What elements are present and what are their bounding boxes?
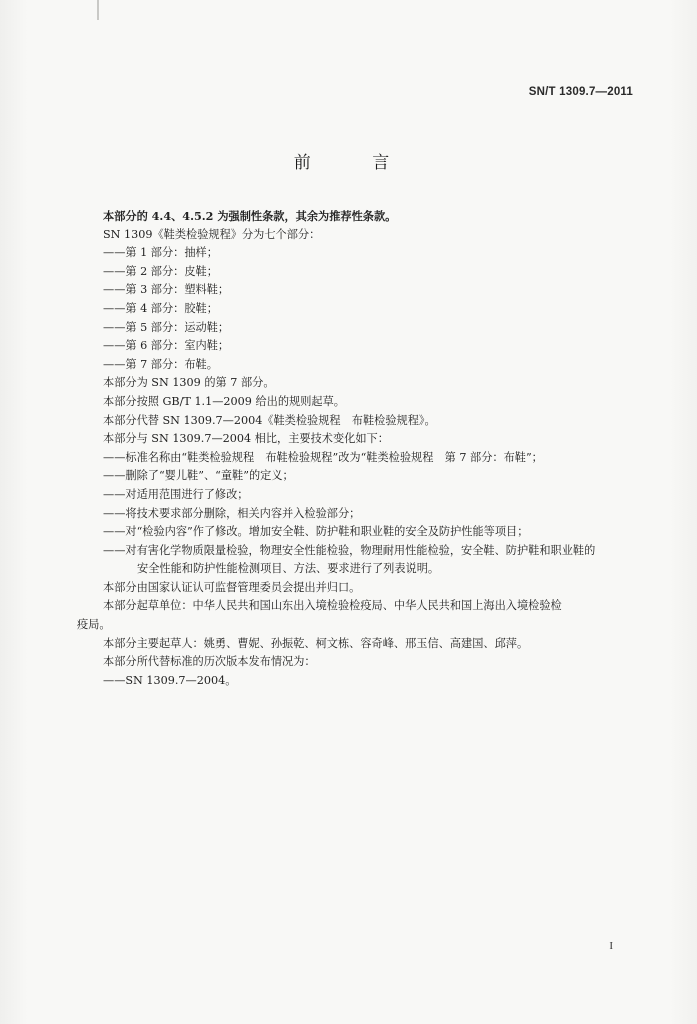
- page-number: I: [609, 940, 613, 952]
- page-title: 前 言: [293, 153, 418, 173]
- paragraph-previous-editions: 本部分所代替标准的历次版本发布情况为：: [103, 655, 316, 669]
- paragraph-changes-intro: 本部分与 SN 1309.7—2004 相比，主要技术变化如下：: [103, 432, 389, 446]
- paragraph-drafting-rules: 本部分按照 GB/T 1.1—2009 给出的规则起草。: [103, 394, 345, 408]
- list-item-part-4: ——第 4 部分：胶鞋；: [103, 301, 218, 315]
- list-item-part-6: ——第 6 部分：室内鞋；: [103, 339, 230, 353]
- paragraph-drafters: 本部分主要起草人：姚勇、曹妮、孙振乾、柯文栋、容奇峰、邢玉信、高建国、邱萍。: [103, 636, 529, 650]
- list-item-change-6-continued: 安全性能和防护性能检测项目、方法、要求进行了列表说明。: [137, 562, 440, 576]
- list-item-part-5: ——第 5 部分：运动鞋；: [103, 320, 230, 334]
- list-item-change-2: ——删除了“婴儿鞋”、“童鞋”的定义；: [103, 469, 294, 483]
- list-item-previous-edition: ——SN 1309.7—2004。: [103, 673, 237, 687]
- list-item-change-1: ——标准名称由“鞋类检验规程 布鞋检验规程”改为“鞋类检验规程 第 7 部分：布鞋”；: [103, 450, 543, 464]
- document-code: [529, 86, 633, 98]
- foreword-body: [77, 207, 637, 690]
- paragraph-drafting-units: 本部分起草单位：中华人民共和国山东出入境检验检疫局、中华人民共和国上海出入境检验检: [103, 599, 562, 613]
- paragraph-replaces: 本部分代替 SN 1309.7—2004《鞋类检验规程 布鞋检验规程》。: [103, 413, 436, 427]
- paragraph-part-number: 本部分为 SN 1309 的第 7 部分。: [103, 376, 275, 390]
- list-item-part-1: ——第 1 部分：抽样；: [103, 246, 218, 260]
- list-item-part-3: ——第 3 部分：塑料鞋；: [103, 283, 230, 297]
- list-item-part-7: ——第 7 部分：布鞋。: [103, 357, 218, 371]
- list-item-part-2: ——第 2 部分：皮鞋；: [103, 264, 218, 278]
- list-item-change-5: ——对“检验内容”作了修改。增加安全鞋、防护鞋和职业鞋的安全及防护性能等项目；: [103, 525, 529, 539]
- paragraph-parts-intro: SN 1309《鞋类检验规程》分为七个部分：: [103, 227, 321, 241]
- scan-crease-mark: [97, 0, 99, 20]
- list-item-change-3: ——对适用范围进行了修改；: [103, 487, 249, 501]
- paragraph-mandatory-clauses: 本部分的 4.4、4.5.2 为强制性条款，其余为推荐性条款。: [103, 209, 397, 223]
- list-item-change-4: ——将技术要求部分删除，相关内容并入检验部分；: [103, 506, 361, 520]
- paragraph-proposed-by: 本部分由国家认证认可监督管理委员会提出并归口。: [103, 580, 361, 594]
- list-item-change-6: ——对有害化学物质限量检验，物理安全性能检验，物理耐用性能检验，安全鞋、防护鞋和职业鞋的: [103, 543, 596, 557]
- paragraph-drafting-units-continued: 疫局。: [77, 618, 111, 632]
- document-code-text: SN/T 1309.7—2011: [528, 86, 633, 98]
